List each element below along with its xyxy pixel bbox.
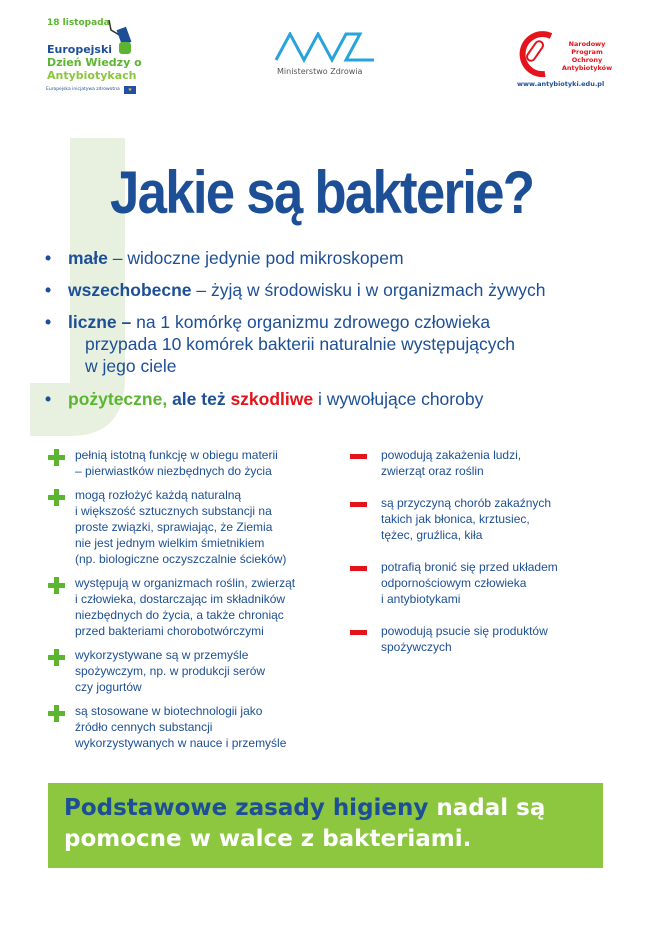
harm-text: powodują zakażenia ludzi, zwierząt oraz roślin [381,448,522,478]
logo-line3: Antybiotykach [47,69,137,82]
benefit-item [48,647,343,695]
bullet-text: na 1 komórkę organizmu zdrowego człowieka [131,312,491,332]
benefit-item [48,447,343,479]
bullet-numerous: • liczne – na 1 komórkę organizmu zdrowego człowieka przypada 10 komórek bakterii naturalnie występujących w jego ciele [45,312,515,376]
benefit-text: wykorzystywane są w przemyśle spożywczym, np. w produkcji serów czy jogurtów [75,648,266,694]
plus-icon [48,489,65,506]
benefit-item [48,703,343,751]
bullet-term: liczne – [68,312,132,332]
bullet-text-cont: przypada 10 komórek bakterii naturalnie występujących [85,334,515,354]
bullet-harmful: szkodliwe [230,389,314,409]
program-url[interactable]: www.antybiotyki.edu.pl [517,80,605,88]
harm-text: są przyczyną chorób zakaźnych takich jak błonica, krztusiec, tężec, gruźlica, kiła [381,496,552,542]
plus-icon [48,649,65,666]
bullet-useful: pożyteczne, [68,389,168,409]
minus-icon [350,454,367,459]
program-line1: Narodowy [568,40,606,48]
pill-icon [515,28,559,78]
page-title: Jakie są bakterie? [110,159,534,226]
bullet-small: • małe – widoczne jedynie pod mikroskopem [45,248,404,268]
bullet-useful-harmful: • pożyteczne, ale też szkodliwe i wywołujące choroby [45,389,484,409]
ministry-name: Ministerstwo Zdrowia [277,67,363,76]
benefit-text: są stosowane w biotechnologii jako źródło cennych substancji wykorzystywanych w nauce i przemyśle [75,704,287,750]
hygiene-banner [48,783,603,868]
logo-line1: Europejski [47,43,113,56]
bullet-term: małe [68,248,108,268]
mz-logo-mark [274,32,376,64]
benefit-text: pełnią istotną funkcję w obiegu materii – pierwiastków niezbędnych do życia [75,448,278,478]
plus-icon [48,705,65,722]
benefit-item [48,575,343,639]
benefit-text: mogą rozłożyć każdą naturalną i większość sztucznych substancji na proste związki, sprawiając, że Ziemia nie jest jednym wielkim śmietnikiem (np. biologiczne oczyszczalnie ścieków) [75,488,287,566]
program-line2: Program [571,48,603,56]
logo-line2: Dzień Wiedzy o [47,56,142,69]
eu-caption: Europejska inicjatywa zdrowotna [46,87,120,92]
harm-text: potrafią bronić się przed układem odpornościowym człowieka i antybiotykami [381,560,558,606]
benefits-list [48,447,343,759]
minus-icon [350,630,367,635]
minus-icon [350,502,367,507]
bullet-text: i wywołujące choroby [313,389,484,409]
benefit-item [48,487,343,567]
eu-flag-icon: ★ [124,86,136,94]
program-name [557,40,617,72]
bullet-term: wszechobecne [68,280,192,300]
harm-item [350,495,620,543]
plus-icon [48,577,65,594]
harm-text: powodują psucie się produktów spożywczych [381,624,548,654]
plus-icon [48,449,65,466]
bullet-but: ale też [167,389,231,409]
harm-item [350,623,620,655]
banner-text: nadal są pomocne w walce z bakteriami. [64,795,546,852]
harms-list [350,447,620,671]
banner-highlight: Podstawowe zasady higieny [64,795,429,821]
bullet-ubiquitous: • wszechobecne – żyją w środowisku i w organizmach żywych [45,280,546,300]
bullet-text: – widoczne jedynie pod mikroskopem [107,248,404,268]
program-line4: Antybiotyków [561,64,613,72]
logo-date: 18 listopada [47,18,110,28]
program-line3: Ochrony [571,56,603,64]
harm-item [350,447,620,479]
benefit-text: występują w organizmach roślin, zwierząt i człowieka, dostarczając im składników niezbędnych do życia, a także chroniąc przed bakteriami chorobotwórczymi [75,576,296,638]
bullet-text: – żyją w środowisku i w organizmach żywych [191,280,546,300]
bullet-text-cont: w jego ciele [85,356,177,376]
minus-icon [350,566,367,571]
harm-item [350,559,620,607]
